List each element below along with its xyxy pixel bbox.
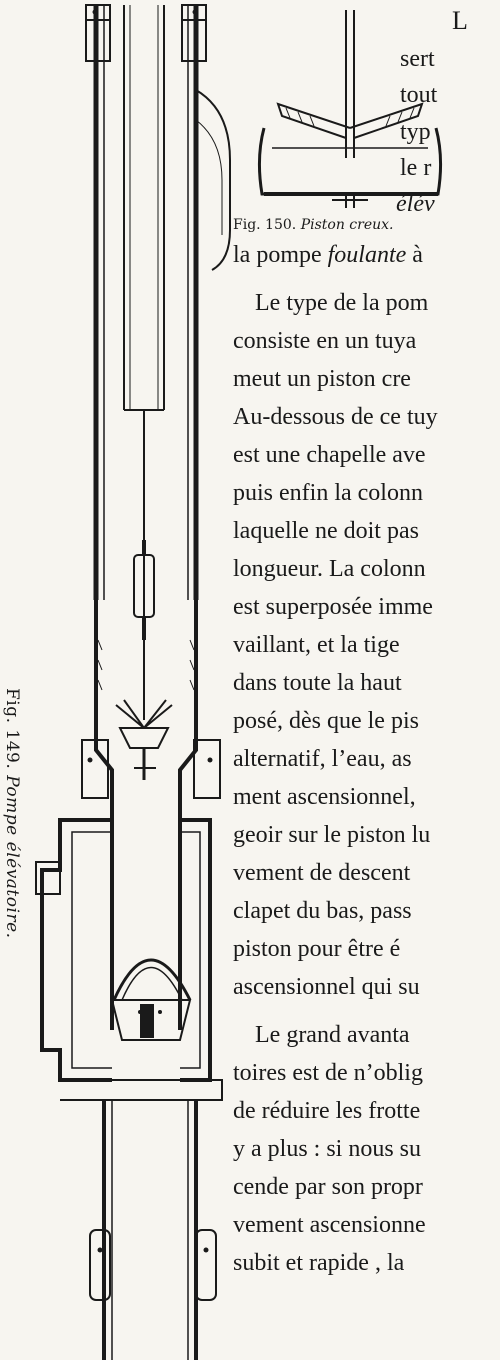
text-line: vement ascensionne xyxy=(233,1212,426,1238)
text-line xyxy=(233,240,423,270)
text-line: consiste en un tuya xyxy=(233,328,417,354)
figure-150-caption xyxy=(233,217,393,233)
text-line: vement de descent xyxy=(233,860,411,886)
text-line: est une chapelle ave xyxy=(233,442,426,468)
text-line: dans toute la haut xyxy=(233,670,402,696)
figure-149-caption-title: Pompe élévatoire. xyxy=(2,775,22,939)
figure-149-caption xyxy=(2,688,22,939)
text-line: cende par son propr xyxy=(233,1174,423,1200)
text-line: alternatif, l’eau, as xyxy=(233,746,412,772)
text-line: toires est de n’oblig xyxy=(233,1060,423,1086)
text-line: longueur. La colonn xyxy=(233,556,426,582)
text-line: Au-dessous de ce tuy xyxy=(233,404,438,430)
figure-149-pump-drawing xyxy=(0,0,240,1360)
text-line: Le type de la pom xyxy=(255,290,429,316)
text-line: vaillant, et la tige xyxy=(233,632,400,658)
text-line: élév xyxy=(396,191,435,217)
text-line: tout xyxy=(400,82,438,108)
text-line: L xyxy=(452,6,468,35)
text-line: meut un piston cre xyxy=(233,366,411,392)
text-line: clapet du bas, pass xyxy=(233,898,412,924)
text-line: typ xyxy=(400,119,431,145)
text-line: de réduire les frotte xyxy=(233,1098,421,1124)
text-line: le r xyxy=(400,155,432,181)
text-line: Le grand avanta xyxy=(255,1022,410,1048)
text-line: laquelle ne doit pas xyxy=(233,518,419,544)
text-line: ascensionnel qui su xyxy=(233,974,420,1000)
text-line: piston pour être é xyxy=(233,936,401,962)
text-fragment-italic: foulante xyxy=(327,242,407,268)
text-line: sert xyxy=(400,46,435,72)
text-line: geoir sur le piston lu xyxy=(233,822,431,848)
text-line: posé, dès que le pis xyxy=(233,708,419,734)
text-line: puis enfin la colonn xyxy=(233,480,423,506)
text-fragment: à xyxy=(406,242,423,268)
text-line: y a plus : si nous su xyxy=(233,1136,422,1162)
text-line: est superposée imme xyxy=(233,594,433,620)
text-line: ment ascensionnel, xyxy=(233,784,416,810)
figure-150-caption-prefix: Fig. 150. xyxy=(233,217,297,233)
text-line: subit et rapide , la xyxy=(233,1250,405,1276)
figure-149-caption-prefix: Fig. 149. xyxy=(2,688,22,770)
text-fragment: la pompe xyxy=(233,242,328,268)
figure-150-caption-title: Piston creux. xyxy=(300,217,394,233)
